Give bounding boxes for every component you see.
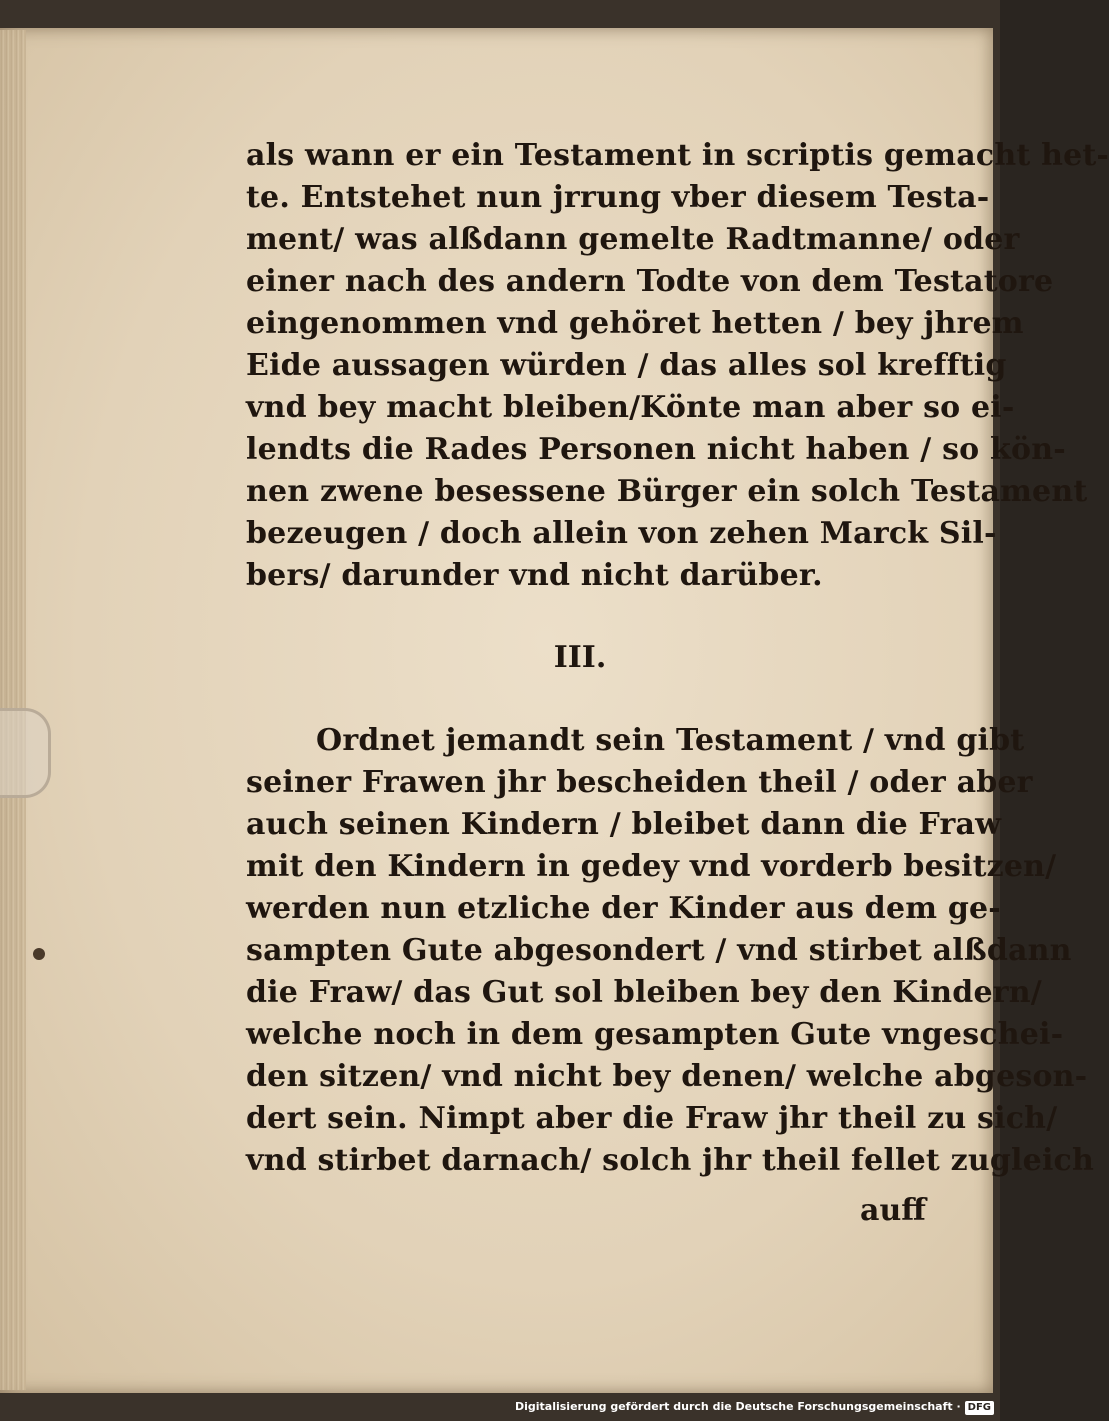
text-line: dert sein. Nimpt aber die Fraw jhr theil zu sich/ — [246, 1101, 1058, 1136]
text-line: bezeugen / doch allein von zehen Marck Sil- — [246, 516, 997, 551]
text-line: sampten Gute abgesondert / vnd stirbet alßdann — [246, 933, 1072, 968]
dfg-logo: DFG — [965, 1401, 994, 1415]
text-line: eingenommen vnd gehöret hetten / bey jhrem — [246, 306, 1024, 341]
section-heading: III. — [553, 640, 607, 675]
text-line: vnd stirbet darnach/ solch jhr theil fellet zugleich — [246, 1143, 1095, 1178]
ink-spot — [33, 948, 45, 960]
text-line: mit den Kindern in gedey vnd vorderb besitzen/ — [246, 849, 1057, 884]
text-line: den sitzen/ vnd nicht bey denen/ welche abgeson- — [246, 1059, 1088, 1094]
text-line: werden nun etzliche der Kinder aus dem ge- — [246, 891, 1001, 926]
text-line: als wann er ein Testament in scriptis gemacht het- — [246, 138, 1109, 173]
text-line: te. Entstehet nun jrrung vber diesem Testa- — [246, 180, 990, 215]
digitization-credit — [515, 1397, 994, 1417]
text-line: Eide aussagen würden / das alles sol krefftig — [246, 348, 1007, 383]
text-line: bers/ darunder vnd nicht darüber. — [246, 558, 823, 593]
text-line: Ordnet jemandt sein Testament / vnd gibt — [316, 723, 1025, 758]
credit-text: Digitalisierung gefördert durch die Deutsche Forschungsgemeinschaft · — [514, 1400, 961, 1413]
text-line: nen zwene besessene Bürger ein solch Testament — [246, 474, 1088, 509]
paragraph-2 — [246, 720, 1095, 1182]
book-clasp-shape — [0, 708, 51, 798]
text-line: die Fraw/ das Gut sol bleiben bey den Kindern/ — [246, 975, 1042, 1010]
catchword: auff — [860, 1193, 926, 1228]
text-line: lendts die Rades Personen nicht haben / so kön- — [246, 432, 1066, 467]
text-line: ment/ was alßdann gemelte Radtmanne/ oder — [246, 222, 1020, 257]
text-line: seiner Frawen jhr bescheiden theil / oder aber — [246, 765, 1033, 800]
text-line: vnd bey macht bleiben/Könte man aber so ei- — [246, 390, 1015, 425]
text-line: welche noch in dem gesampten Gute vngeschei- — [246, 1017, 1064, 1052]
text-line: einer nach des andern Todte von dem Testatore — [246, 264, 1054, 299]
paragraph-1 — [246, 135, 1109, 597]
text-line: auch seinen Kindern / bleibet dann die Fraw — [246, 807, 1002, 842]
